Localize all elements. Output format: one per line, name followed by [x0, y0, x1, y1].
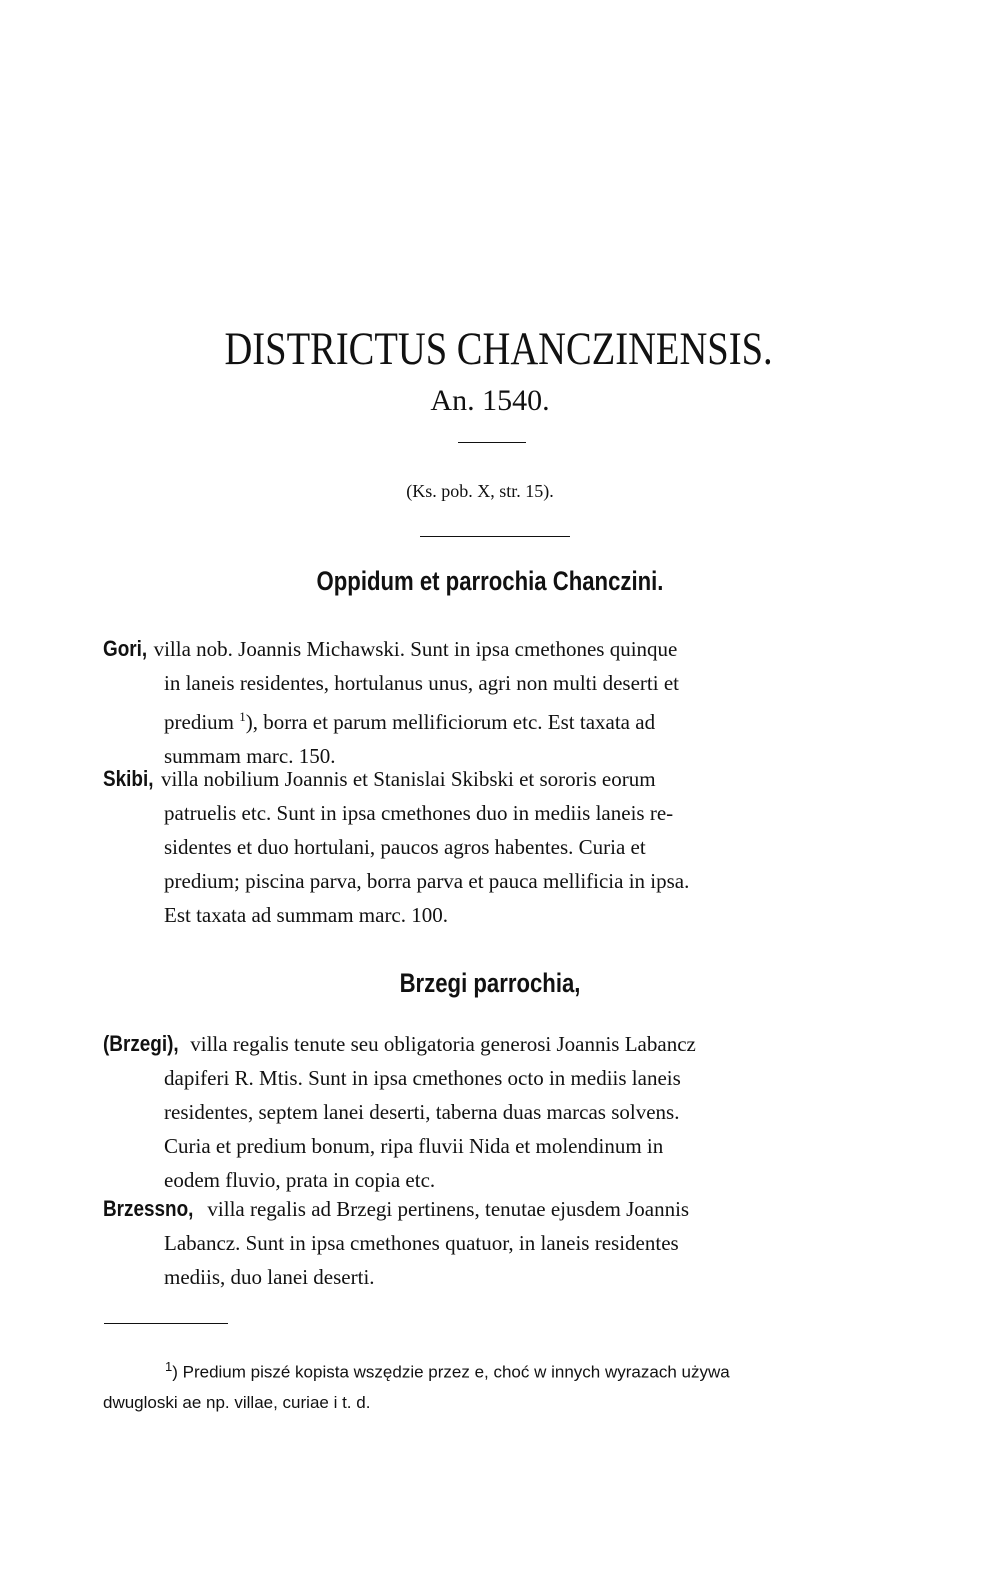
entry-line: predium $^1$), borra et parum mellificiorum etc. Est taxata ad	[164, 709, 656, 734]
section-heading: Brzegi parrochia,	[399, 968, 581, 998]
entry-line: patruelis etc. Sunt in ipsa cmethones duo in mediis laneis re-	[164, 801, 674, 825]
district-title: DISTRICTUS CHANCZINENSIS.	[224, 323, 773, 375]
place-name: (Brzegi),	[103, 1031, 179, 1056]
entry-line: sidentes et duo hortulani, paucos agros habentes. Curia et	[164, 835, 646, 859]
entry-line: Gori, villa nob. Joannis Michawski. Sunt in ipsa cmethones quinque	[103, 632, 893, 666]
section-heading: Oppidum et parrochia Chanczini.	[316, 566, 664, 596]
entry-line: Est taxata ad summam marc. 100.	[164, 903, 449, 927]
entry-line: eodem fluvio, prata in copia etc.	[164, 1168, 436, 1192]
footnote-separator	[104, 1323, 228, 1324]
footnote	[103, 1352, 893, 1418]
entry-line: dapiferi R. Mtis. Sunt in ipsa cmethones octo in mediis laneis	[164, 1066, 681, 1090]
entry-line: Labancz. Sunt in ipsa cmethones quatuor, in laneis residentes	[164, 1231, 679, 1255]
entry-line: summam marc. 150.	[164, 744, 336, 768]
place-name: Brzessno,	[103, 1196, 194, 1221]
entry-line: Skibi, villa nobilium Joannis et Stanislai Skibski et sororis eorum	[103, 762, 893, 796]
footnote-number: 1	[165, 1359, 173, 1374]
entry-gori	[103, 632, 893, 773]
year-line: An. 1540.	[430, 384, 550, 417]
source-reference: (Ks. pob. X, str. 15).	[406, 481, 554, 501]
entry-line: in laneis residentes, hortulanus unus, agri non multi deserti et	[164, 671, 679, 695]
footnote-marker[interactable]: 1	[239, 709, 246, 724]
entry-line: Brzessno, villa regalis ad Brzegi pertinens, tenutae ejusdem Joannis	[103, 1192, 893, 1226]
entry-line: (Brzegi), villa regalis tenute seu obligatoria generosi Joannis Labancz	[103, 1027, 893, 1061]
place-name: Skibi,	[103, 766, 154, 791]
entry-line: predium; piscina parva, borra parva et pauca mellificia in ipsa.	[164, 869, 690, 893]
entry-line: Curia et predium bonum, ripa fluvii Nida et molendinum in	[164, 1134, 664, 1158]
entry-line: mediis, duo lanei deserti.	[164, 1265, 375, 1289]
footnote-line: dwugloski ae np. villae, curiae i t. d.	[103, 1392, 371, 1412]
entry-skibi	[103, 762, 893, 932]
entry-line: residentes, septem lanei deserti, taberna duas marcas solvens.	[164, 1100, 680, 1124]
entry-brzegi	[103, 1027, 893, 1197]
divider-rule	[458, 442, 526, 443]
place-name: Gori,	[103, 636, 148, 661]
entry-brzessno	[103, 1192, 893, 1294]
footnote-line: $^1$) Predium piszé kopista wszędzie przez e, choć w innych wyrazach używa	[165, 1359, 730, 1382]
divider-rule	[420, 536, 570, 537]
